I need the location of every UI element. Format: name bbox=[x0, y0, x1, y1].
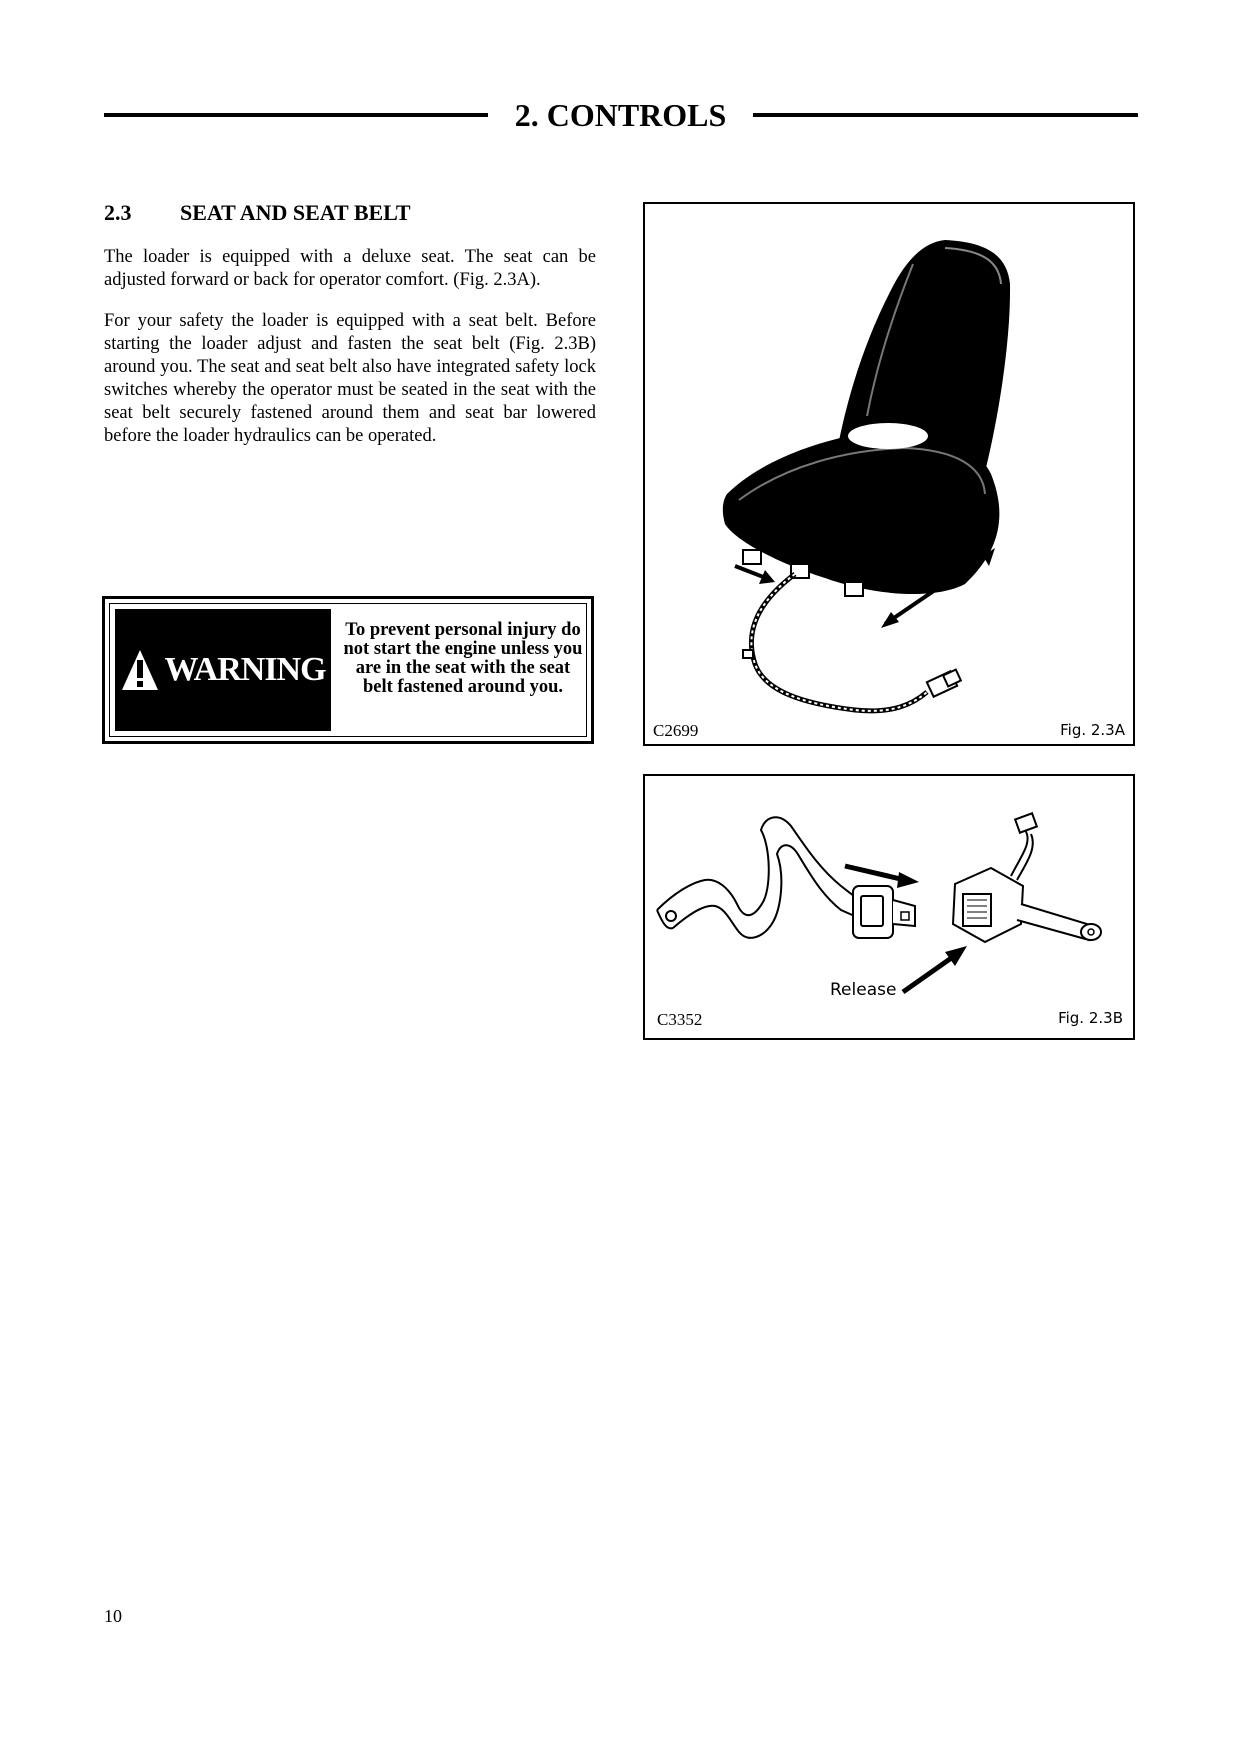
figure-code: C3352 bbox=[657, 1010, 703, 1029]
warning-message: To prevent personal injury do not start the engine unless you are in the seat with the seat belt fastened around you. bbox=[343, 620, 583, 697]
figure-seat-belt bbox=[643, 774, 1135, 1040]
warning-box bbox=[102, 596, 594, 744]
release-label: Release bbox=[830, 980, 897, 1000]
page-number: 10 bbox=[104, 1606, 122, 1626]
section-heading bbox=[104, 199, 411, 227]
warning-label: WARNING bbox=[164, 651, 326, 688]
section-title: SEAT AND SEAT BELT bbox=[180, 200, 411, 225]
header-rule-right bbox=[753, 113, 1138, 117]
chapter-title: 2. CONTROLS bbox=[514, 97, 727, 133]
paragraph-seat-belt: For your safety the loader is equipped with a seat belt. Before starting the loader adjust and fasten the seat belt (Fig. 2.3B) around you. The seat and seat belt also have integrated safety lock switches whereby the operator must be seated in the seat with the seat belt securely fastened around them and seat bar lowered before the loader hydraulics can be operated. bbox=[104, 311, 596, 446]
figure-caption: Fig. 2.3B bbox=[1058, 1009, 1123, 1027]
figure-caption: Fig. 2.3A bbox=[1060, 721, 1125, 739]
warning-triangle-icon bbox=[120, 648, 160, 692]
paragraph-seat: The loader is equipped with a deluxe seat. The seat can be adjusted forward or back for operator comfort. (Fig. 2.3A). bbox=[104, 247, 596, 290]
header-rule-left bbox=[104, 113, 488, 117]
seat-icon bbox=[645, 204, 1133, 744]
warning-label-panel bbox=[115, 609, 331, 731]
section-number: 2.3 bbox=[104, 200, 132, 225]
figure-code: C2699 bbox=[653, 721, 699, 740]
figure-seat bbox=[643, 202, 1135, 746]
